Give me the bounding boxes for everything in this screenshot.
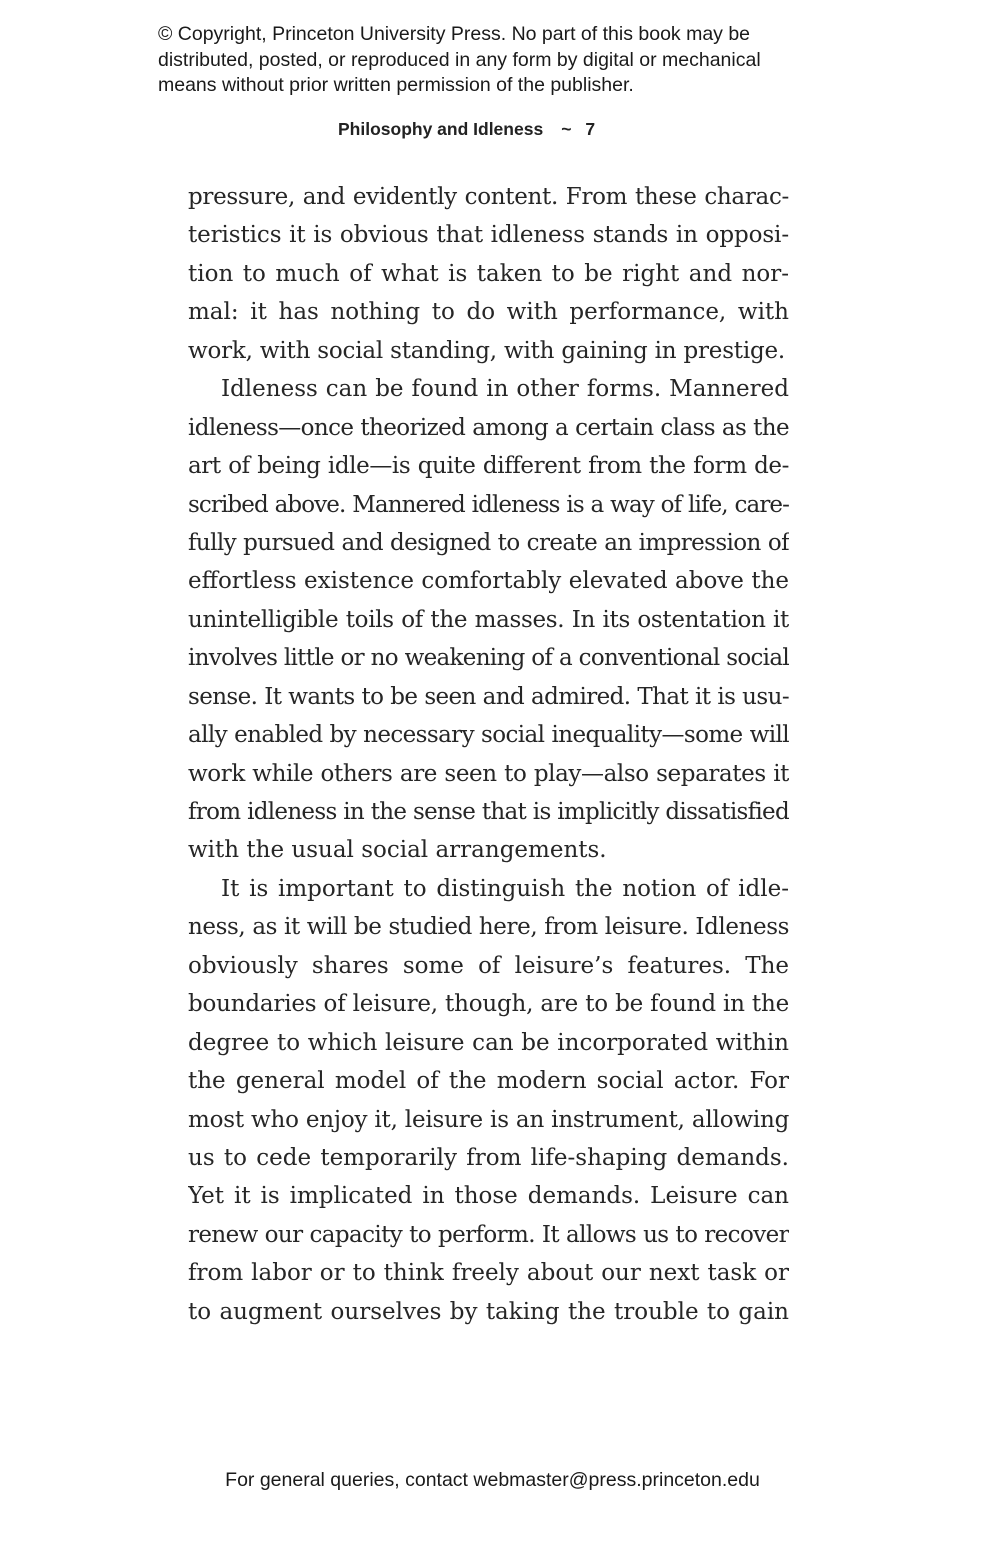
text-line: involves little or no weakening of a conventional social <box>188 645 789 672</box>
text-line: unintelligible toils of the masses. In its ostentation it <box>188 606 789 633</box>
footer-contact: For general queries, contact webmaster@press.princeton.edu <box>225 1469 760 1491</box>
text-line: work, with social standing, with gaining in prestige. <box>188 337 786 364</box>
text-line: work while others are seen to play—also separates it <box>188 760 789 787</box>
body-text <box>188 178 789 1331</box>
text-line: fully pursued and designed to create an impression of <box>188 529 789 556</box>
text-line: idleness—once theorized among a certain class as the <box>188 414 789 441</box>
text-line: effortless existence comfortably elevated above the <box>188 568 789 595</box>
text-line: tion to much of what is taken to be right and nor- <box>188 260 789 287</box>
text-line: mal: it has nothing to do with performance, with <box>188 299 789 326</box>
text-line: art of being idle—is quite different from the form de- <box>188 453 789 480</box>
text-line: boundaries of leisure, though, are to be found in the <box>188 991 789 1018</box>
text-line: ness, as it will be studied here, from leisure. Idleness <box>188 914 789 941</box>
copyright-line: means without prior written permission of the publisher. <box>158 74 634 96</box>
text-line: with the usual social arrangements. <box>188 837 607 864</box>
text-line: It is important to distinguish the notion of idle- <box>221 875 789 902</box>
text-line: teristics it is obvious that idleness stands in opposi- <box>188 222 789 249</box>
text-line: obviously shares some of leisure’s features. The <box>188 952 789 979</box>
text-line: scribed above. Mannered idleness is a way of life, care- <box>188 491 789 518</box>
text-line: the general model of the modern social actor. For <box>188 1068 789 1095</box>
text-line: us to cede temporarily from life-shaping demands. <box>188 1144 789 1171</box>
copyright-line: distributed, posted, or reproduced in any form by digital or mechanical <box>158 48 761 71</box>
text-line: degree to which leisure can be incorporated within <box>188 1029 789 1056</box>
text-line: from labor or to think freely about our next task or <box>188 1260 789 1287</box>
text-line: Yet it is implicated in those demands. Leisure can <box>188 1183 789 1210</box>
running-head <box>338 117 595 141</box>
copyright-line: © Copyright, Princeton University Press. No part of this book may be <box>158 23 751 45</box>
page-number: 7 <box>585 119 596 139</box>
text-line: most who enjoy it, leisure is an instrument, allowing <box>188 1106 789 1133</box>
running-head-separator: ~ <box>561 119 572 139</box>
text-line: from idleness in the sense that is implicitly dissatisfied <box>188 799 789 825</box>
text-line: ally enabled by necessary social inequality—some will <box>188 722 789 749</box>
running-title: Philosophy and Idleness <box>338 119 544 139</box>
text-line: renew our capacity to perform. It allows us to recover <box>188 1221 789 1248</box>
text-line: Idleness can be found in other forms. Mannered <box>221 376 789 403</box>
text-line: sense. It wants to be seen and admired. That it is usu- <box>188 683 789 710</box>
text-line: pressure, and evidently content. From these charac- <box>188 184 789 210</box>
copyright-notice <box>158 22 858 99</box>
text-line: to augment ourselves by taking the trouble to gain <box>188 1298 789 1325</box>
